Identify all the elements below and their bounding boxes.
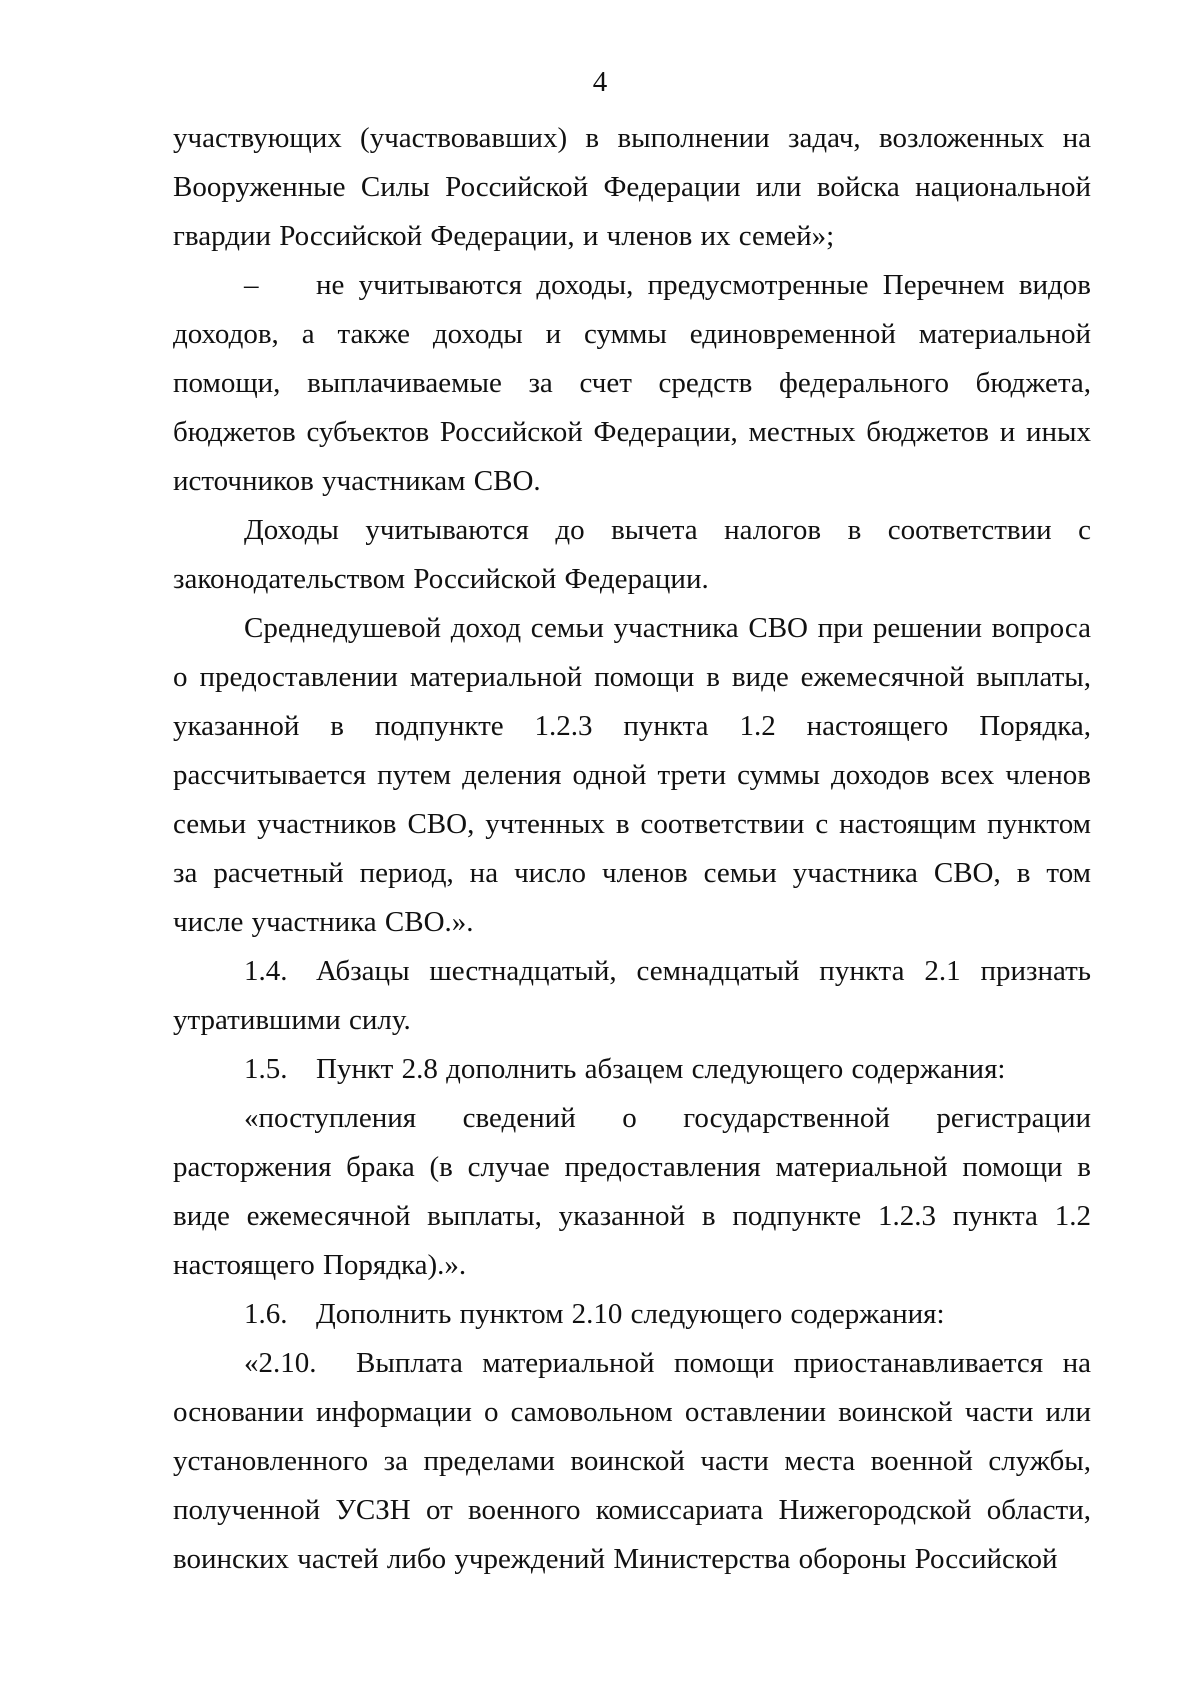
item-number-2-10: «2.10.	[244, 1347, 317, 1379]
paragraph-5-text: Абзацы шестнадцатый, семнадцатый пункта 2.1 признать утратившими силу.	[173, 955, 1091, 1036]
paragraph-5	[173, 947, 1091, 1045]
paragraph-2-text: не учитываются доходы, предусмотренные Перечнем видов доходов, а также доходы и суммы единовременной материальной помощи, выплачиваемые за счет средств федерального бюджета, бюджетов субъектов Российской Федерации, местных бюджетов и иных источников участникам СВО.	[173, 269, 1091, 497]
paragraph-6	[173, 1045, 1091, 1094]
paragraph-3: Доходы учитываются до вычета налогов в соответствии с законодательством Российской Федерации.	[173, 514, 1091, 595]
paragraph-4: Среднедушевой доход семьи участника СВО при решении вопроса о предоставлении материальной помощи в виде ежемесячной выплаты, указанной в подпункте 1.2.3 пункта 1.2 настоящего Порядка, рассчитывается путем деления одной трети суммы доходов всех членов семьи участников СВО, учтенных в соответствии с настоящим пунктом за расчетный период, на число членов семьи участника СВО, в том числе участника СВО.».	[173, 612, 1091, 938]
paragraph-8	[173, 1290, 1091, 1339]
document-body	[173, 114, 1091, 1584]
paragraph-1: участвующих (участвовавших) в выполнении задач, возложенных на Вооруженные Силы Российской Федерации или войска национальной гвардии Российской Федерации, и членов их семей»;	[173, 122, 1091, 252]
item-number-1-6: 1.6.	[244, 1298, 288, 1330]
paragraph-9-text: Выплата материальной помощи приостанавливается на основании информации о самовольном оставлении воинской части или установленного за пределами воинской части места военной службы, полученной УСЗН от военного комиссариата Нижегородской области, воинских частей либо учреждений Министерства обороны Российской	[173, 1347, 1091, 1575]
item-number-1-4: 1.4.	[244, 955, 288, 987]
paragraph-9	[173, 1339, 1091, 1584]
page-number: 4	[592, 66, 608, 98]
paragraph-6-text: Пункт 2.8 дополнить абзацем следующего содержания:	[316, 1053, 1006, 1085]
list-dash: –	[244, 269, 259, 301]
paragraph-2	[173, 261, 1091, 506]
item-number-1-5: 1.5.	[244, 1053, 288, 1085]
paragraph-8-text: Дополнить пунктом 2.10 следующего содержания:	[316, 1298, 945, 1330]
paragraph-7: «поступления сведений о государственной регистрации расторжения брака (в случае предоставления материальной помощи в виде ежемесячной выплаты, указанной в подпункте 1.2.3 пункта 1.2 настоящего Порядка).».	[173, 1102, 1091, 1281]
